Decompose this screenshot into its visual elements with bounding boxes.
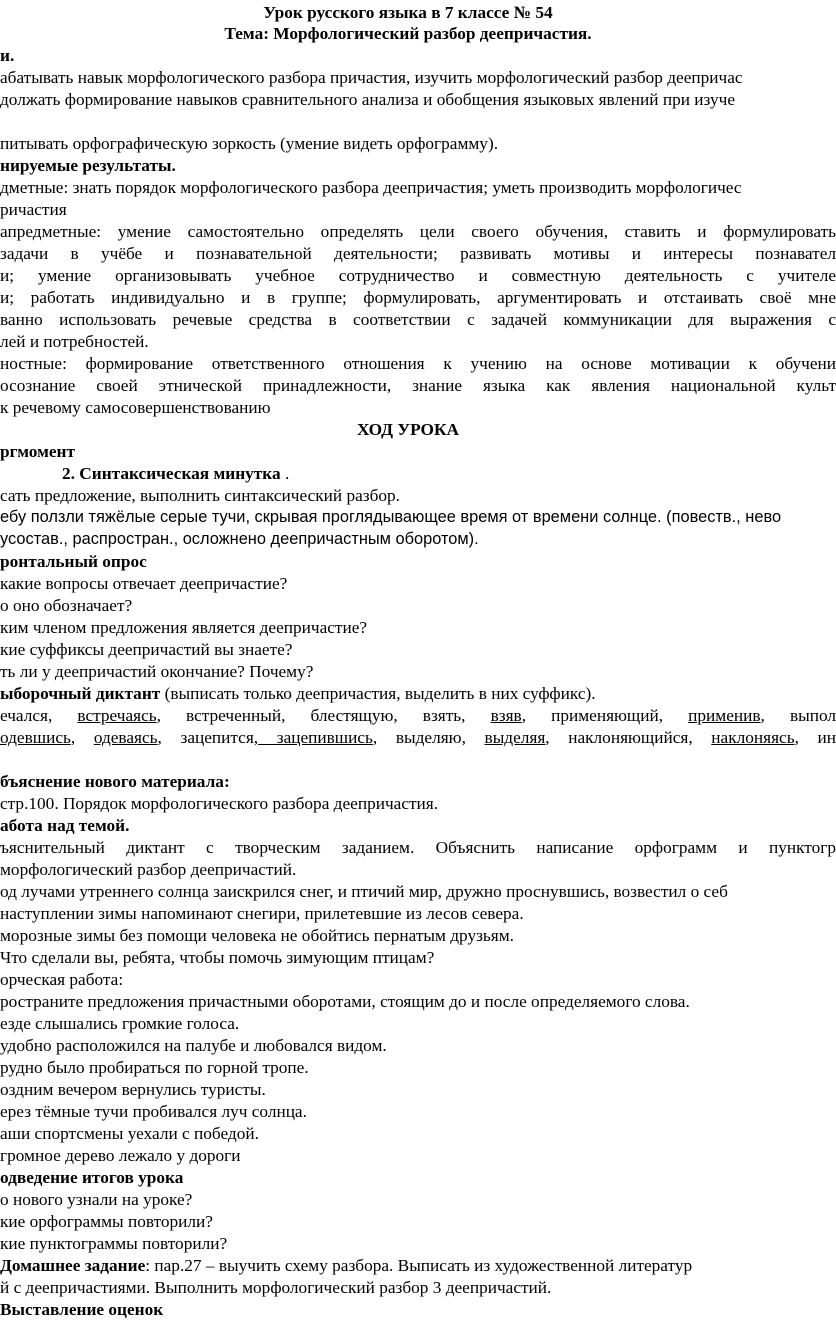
summary-heading: одведение итогов урока (0, 1168, 184, 1187)
underlined-gerund: встречаясь (77, 706, 157, 725)
creative-sentence: езде слышались громкие голоса. (0, 1014, 240, 1033)
homework-line: Домашнее задание: пар.27 – выучить схему разбора. Выписать из художественной литератур (0, 1256, 693, 1275)
dictation-text: ечался, (0, 706, 78, 725)
summary-question: кие пунктограммы повторили? (0, 1234, 228, 1253)
creative-sentence: удобно расположился на палубе и любовался видом. (0, 1036, 387, 1055)
dictation-text: , (70, 728, 94, 747)
creative-sentence: ерез тёмные тучи пробивался луч солнца. (0, 1102, 307, 1121)
results-line: лей и потребностей. (0, 332, 149, 351)
frontal-question: ким членом предложения является деепричастие? (0, 618, 368, 637)
underlined-gerund: , зацепившись (253, 728, 373, 747)
dictation-heading: ыборочный диктант (выписать только деепричастия, выделить в них суффикс). (0, 684, 596, 703)
dictation-words (0, 705, 836, 726)
dictation-text: , зацепится (157, 728, 254, 747)
summary-question: о нового узнали на уроке? (0, 1190, 193, 1209)
dictation-text: , применяющий, (521, 706, 689, 725)
frontal-question: какие вопросы отвечает деепричастие? (0, 574, 288, 593)
results-line: ричастия (0, 200, 67, 219)
lesson-title: Урок русского языка в 7 классе № 54 (263, 3, 553, 22)
creative-sentence: громное дерево лежало у дороги (0, 1146, 241, 1165)
creative-sentence: рудно было пробираться по горной тропе. (0, 1058, 309, 1077)
results-line: задачи в учёбе и познавательной деятельности; развивать мотивы и интересы познавател (0, 244, 836, 263)
dictation-text: , ин (794, 728, 836, 747)
results-line: апредметные: умение самостоятельно определять цели своего обучения, ставить и формулировать (0, 222, 836, 241)
new-material-line: стр.100. Порядок морфологического разбора деепричастия. (0, 794, 439, 813)
goals-heading: и. (0, 46, 15, 65)
underlined-gerund: одеваясь (93, 728, 158, 747)
results-line: осознание своей этнической принадлежности, знание языка как явления национальной культ (0, 376, 836, 395)
dictation-text: , встреченный, блестящую, взять, (156, 706, 491, 725)
dictation-words (0, 727, 836, 748)
dictation-text: , выделяю, (372, 728, 485, 747)
syntax-heading: 2. Синтаксическая минутка . (62, 464, 290, 483)
dictation-sentence: морозные зимы без помощи человека не обойтись пернатым друзьям. (0, 926, 514, 945)
dictation-sentence: од лучами утреннего солнца заискрился снег, и птичий мир, дружно проснувшись, возвестил о себ (0, 882, 728, 901)
results-line: ванно использовать речевые средства в соответствии с задачей коммуникации для выражения с (0, 310, 836, 329)
work-line: морфологический разбор деепричастий. (0, 860, 297, 879)
underlined-gerund: применив (688, 706, 761, 725)
work-heading: абота над темой. (0, 816, 130, 835)
goals-line: должать формирование навыков сравнительного анализа и обобщения языковых явлений при изуче (0, 90, 736, 109)
underlined-gerund: выделяя (484, 728, 546, 747)
dictation-sentence: наступлении зимы напоминают снегири, прилетевшие из лесов севера. (0, 904, 524, 923)
creative-sentence: оздним вечером вернулись туристы. (0, 1080, 266, 1099)
underlined-gerund: одевшись (0, 728, 71, 747)
results-line: к речевому самосовершенствованию (0, 398, 271, 417)
results-line: ностные: формирование ответственного отношения к учению на основе мотивации к обучени (0, 354, 836, 373)
results-line: дметные: знать порядок морфологического разбора деепричастия; уметь производить морфологичес (0, 178, 742, 197)
creative-heading: орческая работа: (0, 970, 124, 989)
frontal-question: ть ли у деепричастий окончание? Почему? (0, 662, 314, 681)
frontal-heading: ронтальный опрос (0, 552, 147, 571)
syntax-sentence: усостав., распростран., осложнено деепричастным оборотом). (0, 530, 479, 548)
results-heading: нируемые результаты. (0, 156, 176, 175)
frontal-question: о оно обозначает? (0, 596, 133, 615)
grades-heading: Выставление оценок (0, 1300, 164, 1319)
org-heading: ргмомент (0, 442, 75, 461)
dictation-text: , выпол (760, 706, 836, 725)
homework-line: й с деепричастиями. Выполнить морфологический разбор 3 деепричастий. (0, 1278, 552, 1297)
dictation-text: , наклоняющийся, (545, 728, 712, 747)
lesson-topic: Тема: Морфологический разбор деепричастия. (224, 24, 592, 43)
results-line: и; работать индивидуально и в группе; формулировать, аргументировать и отстаивать своё мне (0, 288, 836, 307)
summary-question: кие орфограммы повторили? (0, 1212, 213, 1231)
new-material-heading: бъяснение нового материала: (0, 772, 230, 791)
dictation-sentence: Что сделали вы, ребята, чтобы помочь зимующим птицам? (0, 948, 435, 967)
frontal-question: кие суффиксы деепричастий вы знаете? (0, 640, 293, 659)
creative-sentence: аши спортсмены уехали с победой. (0, 1124, 259, 1143)
work-line: ъяснительный диктант с творческим заданием. Объяснить написание орфограмм и пунктогр (0, 838, 836, 857)
syntax-sentence: ебу ползли тяжёлые серые тучи, скрывая проглядывающее время от времени солнце. (повеств., нево (0, 508, 782, 526)
syntax-task: сать предложение, выполнить синтаксический разбор. (0, 486, 400, 505)
goals-line: питывать орфографическую зоркость (умение видеть орфограмму). (0, 134, 499, 153)
goals-line: абатывать навык морфологического разбора причастия, изучить морфологический разбор деепричас (0, 68, 743, 87)
lesson-flow-heading: ХОД УРОКА (357, 420, 459, 439)
results-line: и; умение организовывать учебное сотрудничество и совместную деятельность с учителе (0, 266, 836, 285)
underlined-gerund: наклоняясь (711, 728, 795, 747)
creative-task: ространите предложения причастными оборотами, стоящим до и после определяемого слова. (0, 992, 690, 1011)
underlined-gerund: взяв (490, 706, 522, 725)
